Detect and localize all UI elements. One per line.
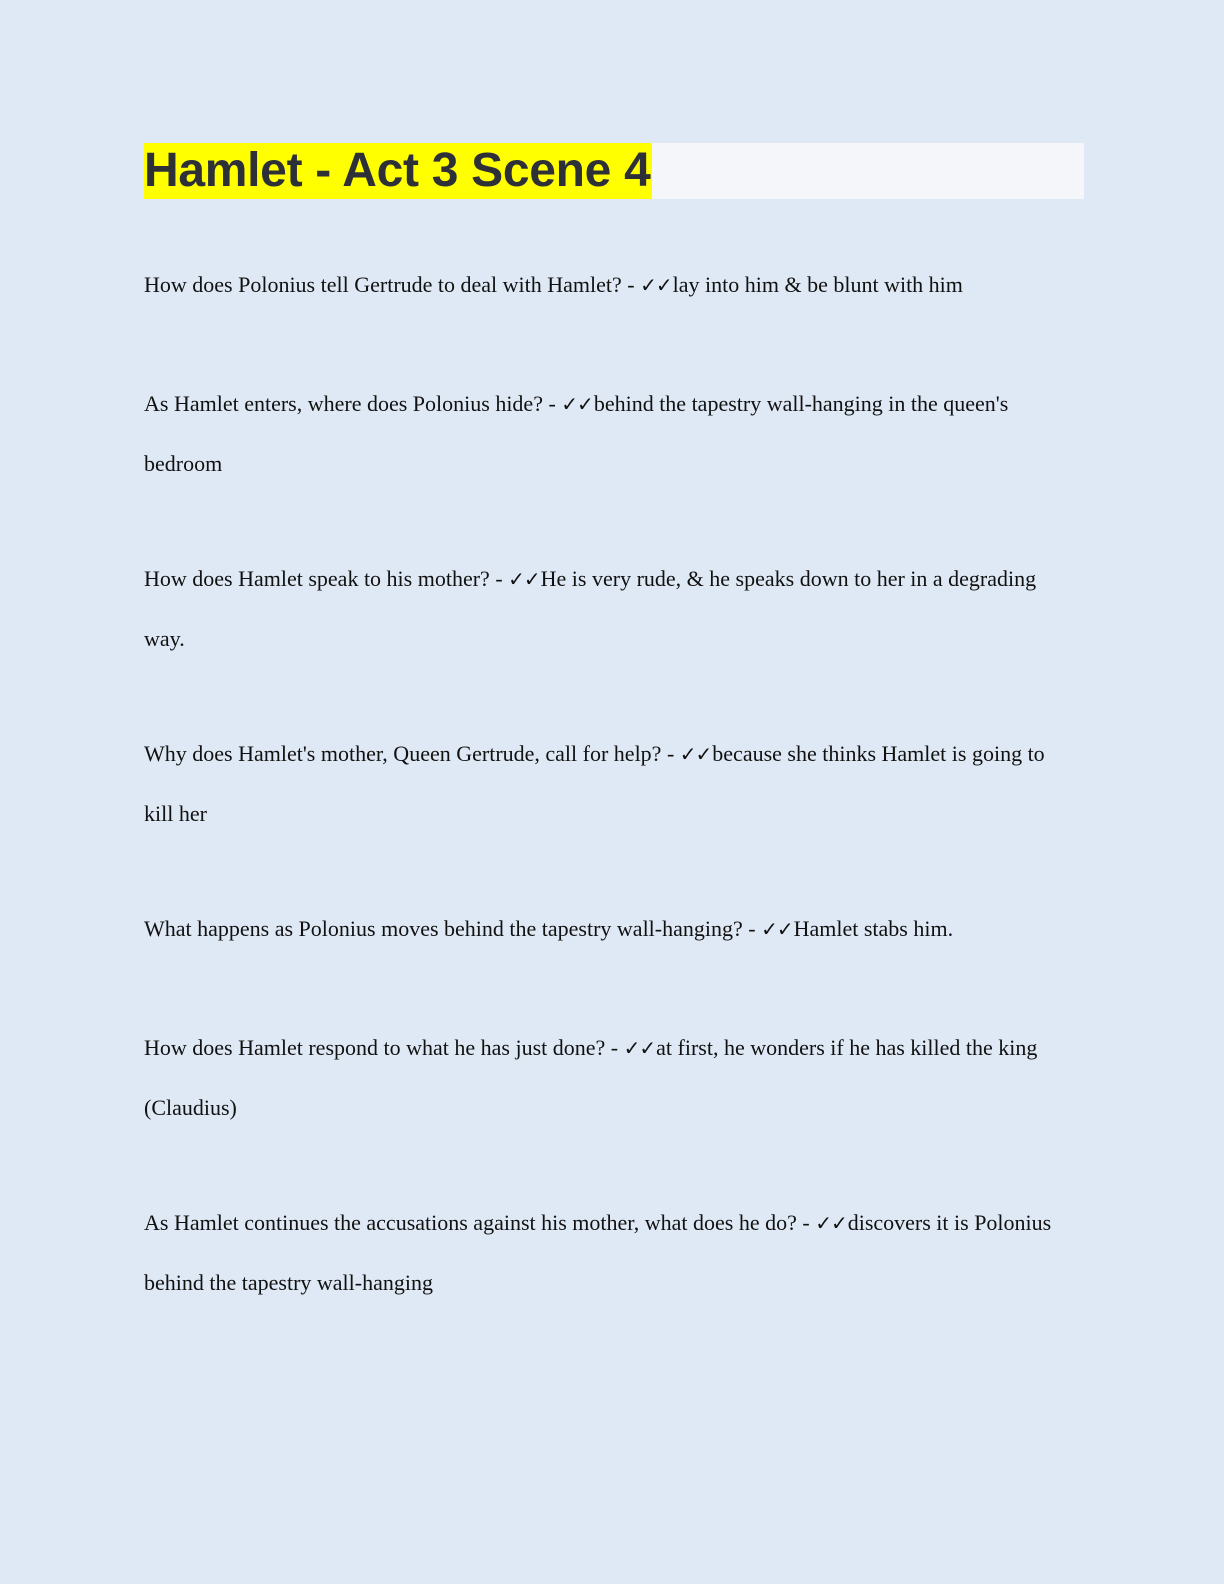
separator: - xyxy=(489,566,509,591)
answer-text: at first, he wonders if he has killed the king (Claudius) xyxy=(144,1035,1038,1120)
title-bar xyxy=(144,143,1084,199)
separator: - xyxy=(621,272,641,297)
qa-item xyxy=(144,255,1079,315)
double-check-icon: ✓✓ xyxy=(761,917,793,941)
question-text: How does Hamlet respond to what he has just done? xyxy=(144,1035,606,1060)
qa-list xyxy=(144,255,1084,1312)
double-check-icon: ✓✓ xyxy=(640,273,672,297)
separator: - xyxy=(742,916,762,941)
qa-item xyxy=(144,724,1079,843)
separator: - xyxy=(542,391,562,416)
qa-item xyxy=(144,899,1079,959)
question-text: As Hamlet continues the accusations against his mother, what does he do? xyxy=(144,1210,797,1235)
qa-item xyxy=(144,1193,1079,1312)
double-check-icon: ✓✓ xyxy=(815,1211,847,1235)
qa-item xyxy=(144,374,1079,493)
page-title: Hamlet - Act 3 Scene 4 xyxy=(144,144,651,197)
double-check-icon: ✓✓ xyxy=(561,392,593,416)
question-text: What happens as Polonius moves behind the tapestry wall-hanging? xyxy=(144,916,743,941)
question-text: How does Hamlet speak to his mother? xyxy=(144,566,490,591)
double-check-icon: ✓✓ xyxy=(623,1036,656,1060)
answer-text: behind the tapestry wall-hanging in the queen's bedroom xyxy=(144,391,1009,476)
question-text: As Hamlet enters, where does Polonius hide? xyxy=(144,391,543,416)
qa-item xyxy=(144,1018,1079,1137)
separator: - xyxy=(661,741,680,766)
question-text: Why does Hamlet's mother, Queen Gertrude, call for help? xyxy=(144,741,662,766)
answer-text: because she thinks Hamlet is going to kill her xyxy=(144,741,1045,826)
separator: - xyxy=(605,1035,624,1060)
answer-text: He is very rude, & he speaks down to her in a degrading way. xyxy=(144,566,1037,651)
question-text: How does Polonius tell Gertrude to deal with Hamlet? xyxy=(144,272,622,297)
answer-text: lay into him & be blunt with him xyxy=(672,272,963,297)
qa-item xyxy=(144,549,1079,668)
double-check-icon: ✓✓ xyxy=(679,742,712,766)
double-check-icon: ✓✓ xyxy=(508,567,540,591)
answer-text: discovers it is Polonius behind the tapestry wall-hanging xyxy=(144,1210,1052,1295)
answer-text: Hamlet stabs him. xyxy=(793,916,954,941)
separator: - xyxy=(796,1210,816,1235)
document-page xyxy=(144,143,1084,1368)
